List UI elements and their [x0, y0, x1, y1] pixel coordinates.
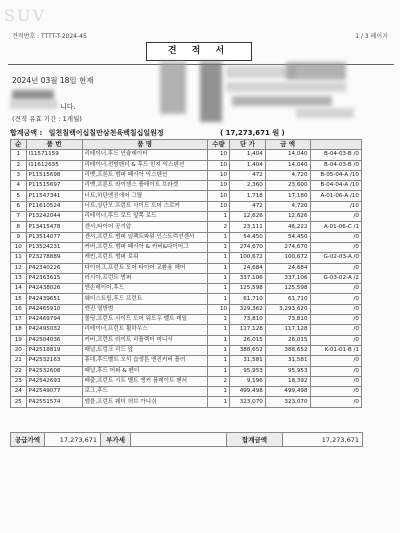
- part-name: 센서,타이어 공기압: [82, 222, 207, 232]
- total-label: 합계금액 :: [10, 129, 43, 137]
- table-row: [11, 294, 362, 304]
- location-code: /0: [310, 335, 361, 345]
- quotation-items-table: [10, 139, 362, 408]
- amount: 95,953: [265, 366, 310, 376]
- unit-price: 323,070: [230, 397, 266, 407]
- part-number: P42465910: [26, 304, 82, 314]
- row-number: 18: [11, 325, 27, 335]
- col-header-unit-price: 단 가: [230, 140, 266, 150]
- amount: 337,106: [265, 273, 310, 283]
- part-name: 러시아,프런트 범퍼: [82, 273, 207, 283]
- table-row: [11, 366, 362, 376]
- part-number: P13242044: [26, 212, 82, 222]
- redacted-greeting: [10, 100, 58, 109]
- redacted-company-name: [200, 62, 222, 122]
- table-row: [11, 222, 362, 232]
- table-row: [11, 212, 362, 222]
- unit-price: 1,404: [230, 160, 266, 170]
- amount: 3,293,620: [265, 304, 310, 314]
- vat-value: [131, 433, 227, 447]
- quantity: 1: [207, 273, 229, 283]
- row-number: 14: [11, 284, 27, 294]
- quantity: 1: [207, 325, 229, 335]
- unit-price: 274,670: [230, 242, 266, 252]
- validity-period: (견적 유효 기간 : 1개월): [12, 115, 82, 123]
- row-number: 16: [11, 304, 27, 314]
- redacted-phone: [232, 96, 332, 106]
- total-amount-words: 일천칠백이십칠만삼천육백칠십일원정: [48, 129, 164, 137]
- part-name: 커버,프런트 라이트 리플렉터 머니서: [82, 335, 207, 345]
- unit-price: 23,111: [230, 222, 266, 232]
- vat-label: 부가세: [101, 433, 131, 447]
- location-code: /0: [310, 294, 361, 304]
- quantity: 2: [207, 376, 229, 386]
- part-number: P11515697: [26, 181, 82, 191]
- location-code: B-04-03-B /0: [310, 160, 361, 170]
- row-number: 21: [11, 356, 27, 366]
- part-name: 앤손레이어,후드: [82, 284, 207, 294]
- quantity: 1: [207, 397, 229, 407]
- row-number: 13: [11, 273, 27, 283]
- grand-total-value: 17,273,671: [283, 433, 363, 447]
- location-code: A-01-06-C /1: [310, 222, 361, 232]
- part-number: P11610524: [26, 201, 82, 211]
- redacted-recipient: [12, 90, 54, 100]
- part-number: P13514077: [26, 232, 82, 242]
- part-number: P42504036: [26, 335, 82, 345]
- unit-price: 54,450: [230, 232, 266, 242]
- scan-watermark: SUV: [4, 6, 46, 25]
- location-code: /0: [310, 356, 361, 366]
- col-header-location: [310, 140, 361, 150]
- row-number: 24: [11, 387, 27, 397]
- part-number: P23278889: [26, 253, 82, 263]
- row-number: 8: [11, 222, 27, 232]
- location-code: G-02-03-A /0: [310, 253, 361, 263]
- table-row: [11, 263, 362, 273]
- document-number: 견적번호 : TTTT-T-2024-45: [12, 33, 87, 40]
- unit-price: 472: [230, 201, 266, 211]
- part-name: 리테이너,후드 인슐레이터: [82, 150, 207, 160]
- amount: 54,450: [265, 232, 310, 242]
- col-header-part-name: 품 명: [82, 140, 207, 150]
- amount: 23,600: [265, 181, 310, 191]
- quantity: 10: [207, 150, 229, 160]
- part-name: 로그,후드: [82, 387, 207, 397]
- unit-price: 12,626: [230, 212, 266, 222]
- location-code: /0: [310, 284, 361, 294]
- table-row: [11, 397, 362, 407]
- table-row: [11, 191, 362, 201]
- unit-price: 329,362: [230, 304, 266, 314]
- location-code: /0: [310, 376, 361, 386]
- amount: 499,498: [265, 387, 310, 397]
- amount: 14,040: [265, 160, 310, 170]
- part-number: P42518819: [26, 345, 82, 355]
- part-name: 다이어그,프런트 도어 타이어 교환용 헤어: [82, 263, 207, 273]
- part-number: P42340226: [26, 263, 82, 273]
- col-header-amount: 금 액: [265, 140, 310, 150]
- table-row: [11, 181, 362, 191]
- recipient-suffix: 니다.: [60, 103, 76, 111]
- unit-price: 2,360: [230, 181, 266, 191]
- quantity: 1: [207, 387, 229, 397]
- part-name: 커버,프런트 범퍼 페시아 & 커버&다이어그: [82, 242, 207, 252]
- table-row: [11, 242, 362, 252]
- row-number: 19: [11, 335, 27, 345]
- part-number: I11612635: [26, 160, 82, 170]
- part-number: P13415478: [26, 222, 82, 232]
- amount: 46,222: [265, 222, 310, 232]
- location-code: /0: [310, 232, 361, 242]
- row-number: 7: [11, 212, 27, 222]
- amount: 31,581: [265, 356, 310, 366]
- part-number: P42363615: [26, 273, 82, 283]
- unit-price: 9,196: [230, 376, 266, 386]
- amount: 73,810: [265, 315, 310, 325]
- amount: 117,128: [265, 325, 310, 335]
- part-number: I11571159: [26, 150, 82, 160]
- unit-price: 24,684: [230, 263, 266, 273]
- unit-price: 73,810: [230, 315, 266, 325]
- quantity: 1: [207, 366, 229, 376]
- part-number: P13524231: [26, 242, 82, 252]
- quantity: 1: [207, 356, 229, 366]
- unit-price: 499,498: [230, 387, 266, 397]
- location-code: K-01-01-B /1: [310, 345, 361, 355]
- unit-price: 100,672: [230, 253, 266, 263]
- part-name: 배출,프런트 시트 벨트 앵커 플레이트 펜서: [82, 376, 207, 386]
- location-code: B-05-04-A /10: [310, 170, 361, 180]
- amount: 4,720: [265, 170, 310, 180]
- quantity: 1: [207, 345, 229, 355]
- table-row: [11, 253, 362, 263]
- table-row: [11, 160, 362, 170]
- table-row: [11, 284, 362, 294]
- quantity: 1: [207, 284, 229, 294]
- part-name: 너트,상단모 프런트 사이드 도어 스로커: [82, 201, 207, 211]
- amount: 4,720: [265, 201, 310, 211]
- quantity: 1: [207, 315, 229, 325]
- redacted-address: [226, 82, 346, 92]
- unit-price: 31,581: [230, 356, 266, 366]
- part-number: P42542693: [26, 376, 82, 386]
- amount: 323,070: [265, 397, 310, 407]
- location-code: /0: [310, 387, 361, 397]
- table-row: [11, 325, 362, 335]
- amount: 18,392: [265, 376, 310, 386]
- location-code: B-04-04-A /10: [310, 181, 361, 191]
- quantity: 1: [207, 253, 229, 263]
- part-name: 웨더스트립,후드 프런트: [82, 294, 207, 304]
- unit-price: 337,106: [230, 273, 266, 283]
- part-name: 리테이너,프런트 휠하우스: [82, 325, 207, 335]
- quantity: 1: [207, 242, 229, 252]
- row-number: 23: [11, 376, 27, 386]
- amount: 17,180: [265, 191, 310, 201]
- col-header-no: 순: [11, 140, 27, 150]
- part-name: 리테이너,후드 로드 앞쪽 로드: [82, 212, 207, 222]
- location-code: B-04-03-B /0: [310, 150, 361, 160]
- quantity: 1: [207, 212, 229, 222]
- quantity: 10: [207, 304, 229, 314]
- unit-price: 1,718: [230, 191, 266, 201]
- redacted-registration: [286, 62, 346, 80]
- row-number: 17: [11, 315, 27, 325]
- part-name: 패널,트렁크 리드 앞: [82, 345, 207, 355]
- amount: 14,040: [265, 150, 310, 160]
- part-number: P11515698: [26, 170, 82, 180]
- location-code: A-01-06-A /10: [310, 191, 361, 201]
- quantity: 1: [207, 232, 229, 242]
- table-row: [11, 356, 362, 366]
- redacted-contact: [296, 108, 354, 118]
- table-row: [11, 304, 362, 314]
- total-amount-numeric: ( 17,273,671 원 ): [220, 129, 285, 137]
- row-number: 3: [11, 170, 27, 180]
- table-row: [11, 201, 362, 211]
- unit-price: 26,015: [230, 335, 266, 345]
- table-header-row: [11, 140, 362, 150]
- part-number: P42549077: [26, 387, 82, 397]
- quantity: 2: [207, 222, 229, 232]
- table-row: [11, 150, 362, 160]
- row-number: 6: [11, 201, 27, 211]
- table-row: [11, 387, 362, 397]
- quantity: 10: [207, 160, 229, 170]
- row-number: 2: [11, 160, 27, 170]
- quantity: 1: [207, 263, 229, 273]
- total-amount-line: [10, 128, 370, 138]
- quantity: 10: [207, 201, 229, 211]
- unit-price: 1,404: [230, 150, 266, 160]
- part-name: 몰딩,프런트 사이드 도어 워도우 벨트 레일: [82, 315, 207, 325]
- row-number: 5: [11, 191, 27, 201]
- part-name: 리테이너,전방펜더 & 후드 힌지 익스텐션: [82, 160, 207, 170]
- row-number: 12: [11, 263, 27, 273]
- location-code: /0: [310, 366, 361, 376]
- row-number: 22: [11, 366, 27, 376]
- part-number: P42551574: [26, 397, 82, 407]
- row-number: 10: [11, 242, 27, 252]
- part-name: 리벳,프론트 범퍼 페시아 익스텐션: [82, 170, 207, 180]
- part-name: 리벳,프론트 라이센스 플레이트 브라켓: [82, 181, 207, 191]
- amount: 274,670: [265, 242, 310, 252]
- location-code: /0: [310, 315, 361, 325]
- row-number: 4: [11, 181, 27, 191]
- location-code: /0: [310, 325, 361, 335]
- part-number: P42495032: [26, 325, 82, 335]
- part-number: P42532608: [26, 366, 82, 376]
- part-number: P42469794: [26, 315, 82, 325]
- unit-price: 388,652: [230, 345, 266, 355]
- part-name: 센서,프런트 범퍼 임팩트파워 인스트럭션센서: [82, 232, 207, 242]
- supply-amount-label: 공급가액: [11, 433, 45, 447]
- row-number: 1: [11, 150, 27, 160]
- supply-amount-value: 17,273,671: [45, 433, 101, 447]
- part-number: P11547341: [26, 191, 82, 201]
- table-row: [11, 315, 362, 325]
- location-code: /0: [310, 212, 361, 222]
- totals-footer: [10, 432, 363, 447]
- table-row: [11, 376, 362, 386]
- unit-price: 472: [230, 170, 266, 180]
- unit-price: 117,128: [230, 325, 266, 335]
- location-code: /0: [310, 304, 361, 314]
- amount: 24,684: [265, 263, 310, 273]
- part-number: P42532163: [26, 356, 82, 366]
- row-number: 25: [11, 397, 27, 407]
- part-name: 너트,하단엔진에어 그릴: [82, 191, 207, 201]
- row-number: 20: [11, 345, 27, 355]
- part-name: 패널,후드 어퍼 & 펜더: [82, 366, 207, 376]
- location-code: /0: [310, 242, 361, 252]
- amount: 388,652: [265, 345, 310, 355]
- part-name: 휴대,후드벨트 오석 습생튼 엔진커버 플러: [82, 356, 207, 366]
- location-code: G-03-02-A /2: [310, 273, 361, 283]
- amount: 61,710: [265, 294, 310, 304]
- location-code: /0: [310, 263, 361, 273]
- quantity: 10: [207, 181, 229, 191]
- unit-price: 125,598: [230, 284, 266, 294]
- quantity: 1: [207, 294, 229, 304]
- table-row: [11, 273, 362, 283]
- part-number: P42438026: [26, 284, 82, 294]
- quantity: 10: [207, 191, 229, 201]
- table-row: [11, 345, 362, 355]
- amount: 100,672: [265, 253, 310, 263]
- part-number: P42439651: [26, 294, 82, 304]
- redacted-stamp: [160, 62, 186, 114]
- unit-price: 95,953: [230, 366, 266, 376]
- amount: 125,598: [265, 284, 310, 294]
- col-header-quantity: 수량: [207, 140, 229, 150]
- part-name: 엔진 열방범: [82, 304, 207, 314]
- quantity: 1: [207, 335, 229, 345]
- part-name: 앰블,프런트 웨더 허브 가니쉬: [82, 397, 207, 407]
- quantity: 10: [207, 170, 229, 180]
- unit-price: 61,710: [230, 294, 266, 304]
- amount: 12,626: [265, 212, 310, 222]
- document-title: 견 적 서: [146, 42, 252, 61]
- date-line: 2024년 03월 18일 현재: [12, 76, 94, 85]
- amount: 26,015: [265, 335, 310, 345]
- row-number: 11: [11, 253, 27, 263]
- col-header-part-number: 품 번: [26, 140, 82, 150]
- table-row: [11, 170, 362, 180]
- row-number: 15: [11, 294, 27, 304]
- table-row: [11, 335, 362, 345]
- row-number: 9: [11, 232, 27, 242]
- location-code: /0: [310, 397, 361, 407]
- table-row: [11, 232, 362, 242]
- location-code: /10: [310, 201, 361, 211]
- part-name: 캐빈,프런트 범퍼 로워: [82, 253, 207, 263]
- grand-total-label: 합계금액: [227, 433, 283, 447]
- page-indicator: 1 / 3 페이지: [355, 33, 388, 40]
